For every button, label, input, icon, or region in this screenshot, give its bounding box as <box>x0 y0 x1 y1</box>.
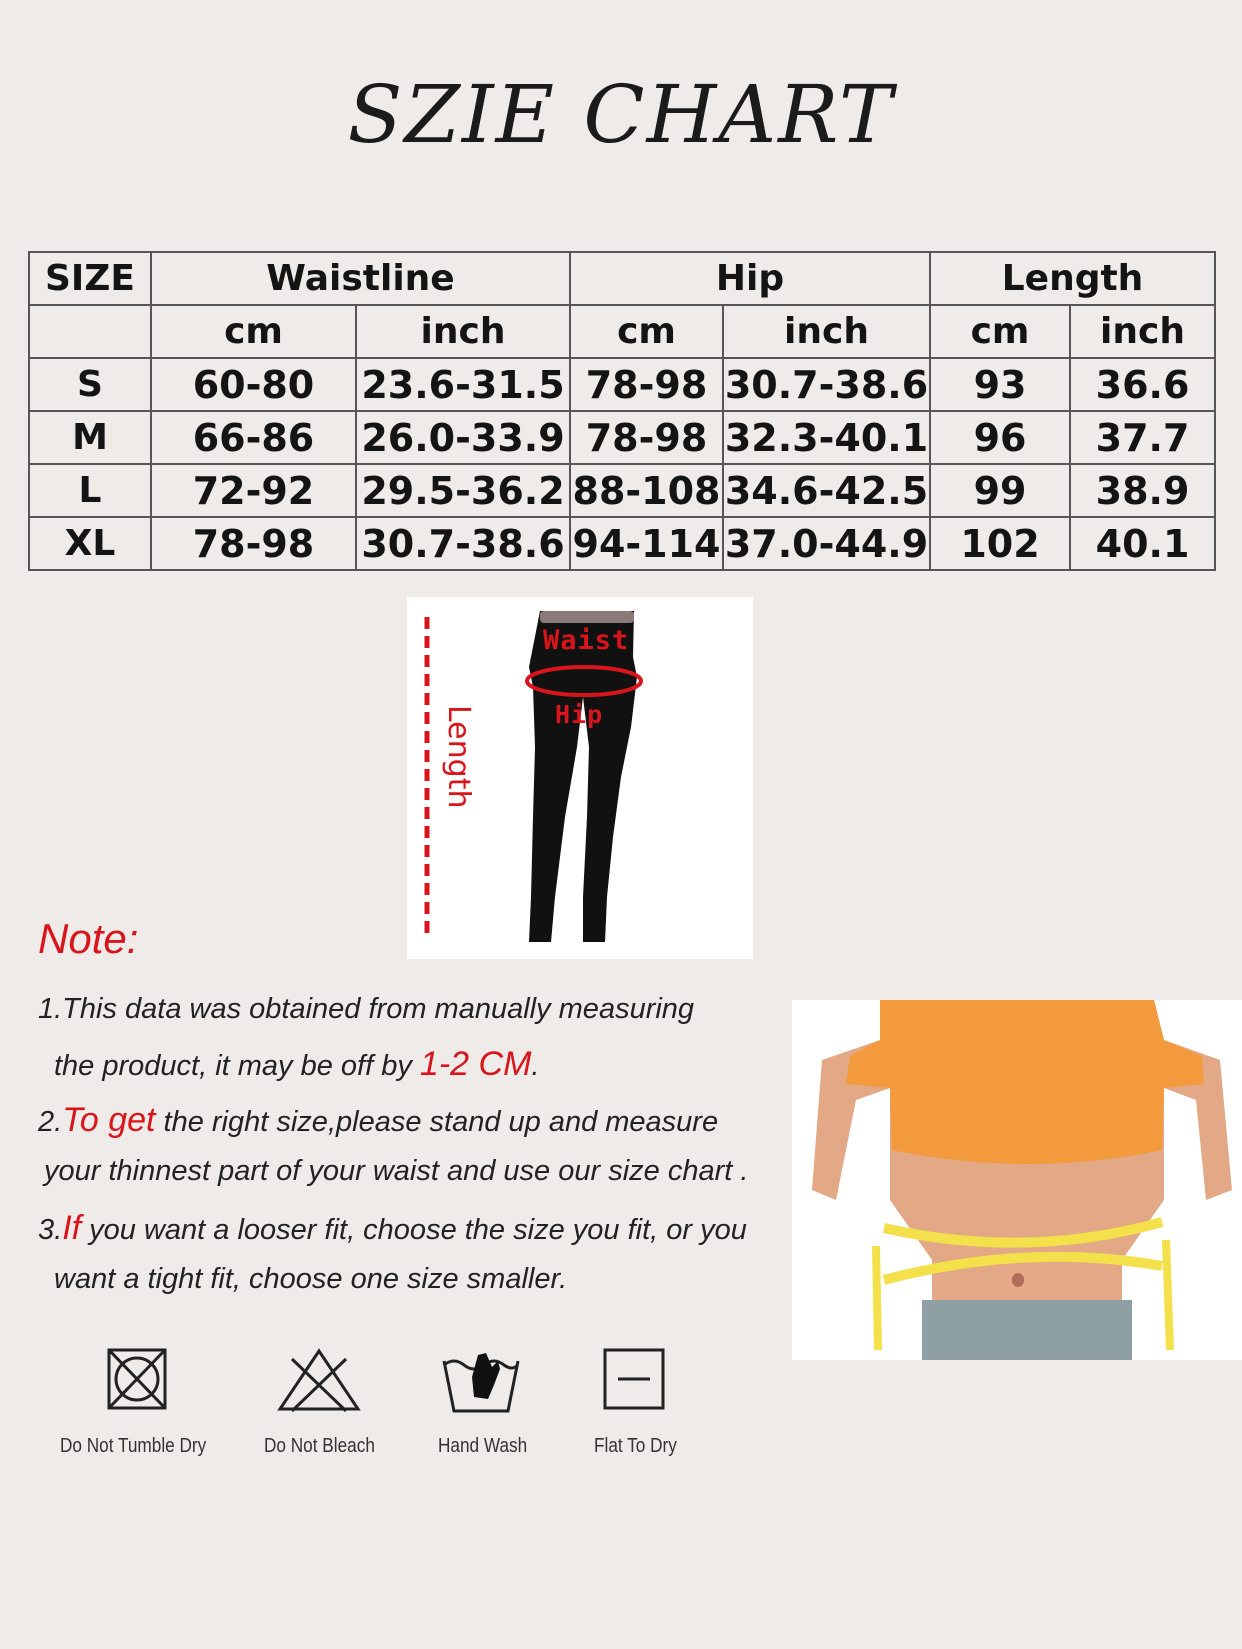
hip-header: Hip <box>570 252 930 305</box>
table-cell: 94-114 <box>570 517 723 570</box>
table-cell: 102 <box>930 517 1070 570</box>
note-text: your thinnest part of your waist and use our size chart . <box>44 1155 749 1187</box>
note-text: the right size,please stand up and measure <box>155 1106 719 1138</box>
length-header: Length <box>930 252 1215 305</box>
unit-cell: cm <box>930 305 1070 358</box>
navel <box>1012 1273 1024 1287</box>
note-line <box>54 1045 539 1084</box>
length-label: Length <box>441 705 476 809</box>
note-line <box>38 1101 718 1140</box>
note-text: . <box>531 1050 540 1082</box>
note-line <box>38 993 694 1026</box>
size-cell: S <box>29 358 151 411</box>
note-text: the product, it may be off by <box>54 1050 420 1082</box>
tape-end-right <box>1166 1240 1170 1350</box>
note-text: 2. <box>38 1106 63 1138</box>
table-header-row <box>29 252 1215 305</box>
care-label: Do Not Bleach <box>264 1435 375 1457</box>
waist-label: Waist <box>543 625 630 656</box>
table-cell: 72-92 <box>151 464 356 517</box>
note-line <box>44 1155 748 1188</box>
size-cell: M <box>29 411 151 464</box>
table-cell: 37.0-44.9 <box>723 517 930 570</box>
do-not-tumble-dry-icon <box>106 1347 168 1411</box>
hand-wash-icon <box>440 1347 522 1415</box>
table-cell: 38.9 <box>1070 464 1215 517</box>
shorts <box>922 1300 1132 1360</box>
table-cell: 34.6-42.5 <box>723 464 930 517</box>
table-cell: 40.1 <box>1070 517 1215 570</box>
table-cell: 99 <box>930 464 1070 517</box>
table-units-row <box>29 305 1215 358</box>
table-cell: 32.3-40.1 <box>723 411 930 464</box>
unit-cell: inch <box>723 305 930 358</box>
table-cell: 96 <box>930 411 1070 464</box>
table-cell: 26.0-33.9 <box>356 411 570 464</box>
table-cell: 93 <box>930 358 1070 411</box>
pants-illustration <box>407 597 753 959</box>
table-cell: 78-98 <box>570 411 723 464</box>
table-row <box>29 517 1215 570</box>
note-line <box>54 1263 567 1296</box>
note-text: want a tight fit, choose one size smaller. <box>54 1263 568 1295</box>
table-cell: 60-80 <box>151 358 356 411</box>
unit-cell: cm <box>570 305 723 358</box>
waist-measure-photo <box>792 1000 1242 1360</box>
table-cell: 36.6 <box>1070 358 1215 411</box>
table-cell: 37.7 <box>1070 411 1215 464</box>
note-text: you want a looser fit, choose the size you fit, or you <box>81 1214 747 1246</box>
unit-cell: inch <box>1070 305 1215 358</box>
pants-diagram <box>407 597 753 959</box>
table-cell: 30.7-38.6 <box>723 358 930 411</box>
size-cell: XL <box>29 517 151 570</box>
hip-label: Hip <box>555 700 604 729</box>
flat-to-dry-icon <box>602 1347 666 1411</box>
size-header: SIZE <box>29 252 151 305</box>
care-label: Hand Wash <box>438 1435 528 1457</box>
waist-measure-illustration <box>792 1000 1242 1360</box>
unit-cell: cm <box>151 305 356 358</box>
care-label: Flat To Dry <box>594 1435 677 1457</box>
table-cell: 29.5-36.2 <box>356 464 570 517</box>
table-row <box>29 464 1215 517</box>
note-highlight: If <box>62 1209 82 1247</box>
empty-cell <box>29 305 151 358</box>
note-highlight: 1-2 CM <box>419 1045 532 1083</box>
tape-end-left <box>876 1246 878 1350</box>
page-title: SZIE CHART <box>347 68 895 161</box>
note-highlight: To get <box>62 1101 156 1139</box>
table-cell: 78-98 <box>151 517 356 570</box>
do-not-bleach-icon <box>276 1347 362 1413</box>
note-title: Note: <box>38 915 139 962</box>
table-cell: 30.7-38.6 <box>356 517 570 570</box>
note-line <box>38 1209 747 1248</box>
size-table <box>28 251 1216 571</box>
table-cell: 66-86 <box>151 411 356 464</box>
pants-silhouette <box>529 611 637 942</box>
table-cell: 78-98 <box>570 358 723 411</box>
orange-top <box>846 1000 1204 1164</box>
size-cell: L <box>29 464 151 517</box>
note-text: 3. <box>38 1214 63 1246</box>
table-cell: 23.6-31.5 <box>356 358 570 411</box>
waistband <box>540 611 634 623</box>
unit-cell: inch <box>356 305 570 358</box>
table-cell: 88-108 <box>570 464 723 517</box>
care-label: Do Not Tumble Dry <box>60 1435 207 1457</box>
waistline-header: Waistline <box>151 252 570 305</box>
table-row <box>29 358 1215 411</box>
table-row <box>29 411 1215 464</box>
note-text: 1.This data was obtained from manually measuring <box>38 993 695 1025</box>
